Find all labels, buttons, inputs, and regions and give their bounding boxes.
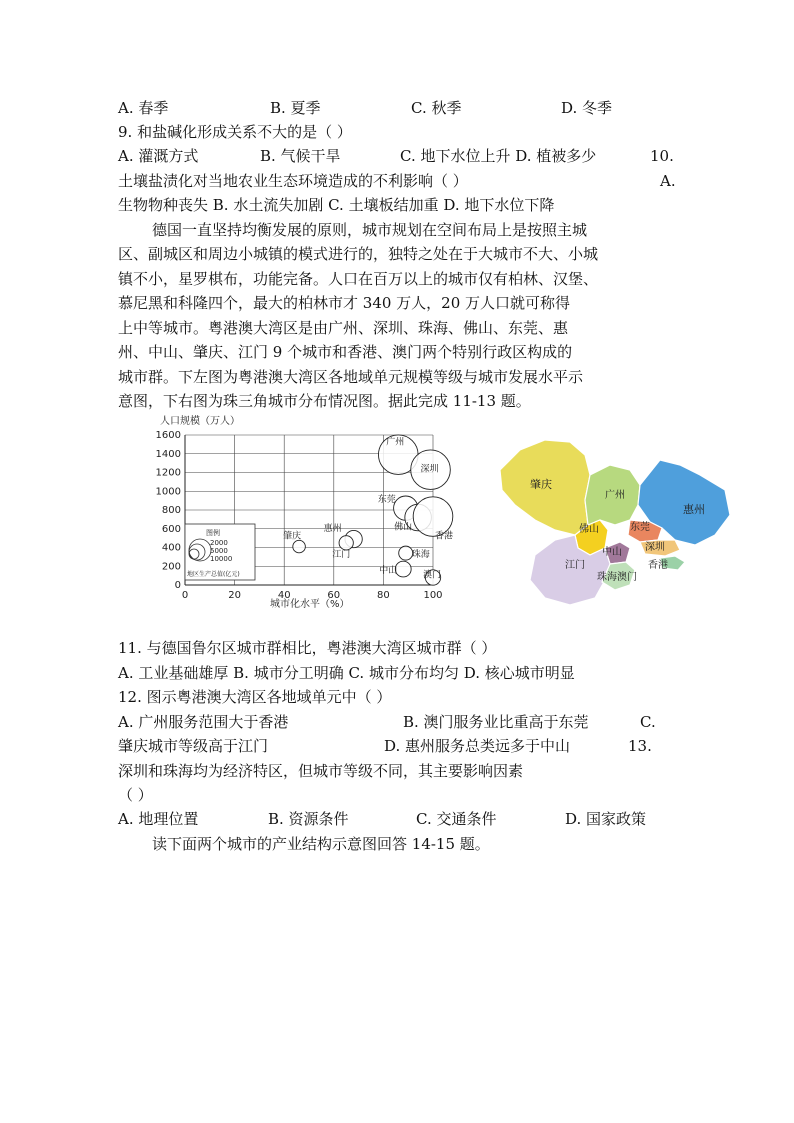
passage-line: 德国一直坚持均衡发展的原则，城市规划在空间布局上是按照主城 bbox=[152, 221, 588, 239]
prd-map-svg bbox=[490, 430, 740, 620]
q11-options: A. 工业基础雄厚 B. 城市分工明确 C. 城市分布均匀 D. 核心城市明显 bbox=[118, 664, 575, 682]
chart-legend bbox=[185, 524, 255, 580]
bubble-point bbox=[399, 546, 413, 560]
passage-line: 城市群。下左图为粤港澳大湾区各地域单元规模等级与城市发展水平示 bbox=[118, 368, 584, 386]
passage-line: 意图，下右图为珠三角城市分布情况图。据此完成 11-13 题。 bbox=[118, 392, 531, 410]
y-tick-label: 1400 bbox=[155, 448, 181, 460]
map-label: 珠海澳门 bbox=[597, 572, 637, 583]
bubble-chart bbox=[150, 410, 454, 615]
y-tick-label: 600 bbox=[161, 523, 181, 535]
bubble-label: 澳门 bbox=[423, 570, 442, 581]
bubble-point bbox=[395, 561, 411, 577]
q14-intro: 读下面两个城市的产业结构示意图回答 14-15 题。 bbox=[152, 835, 490, 853]
q10-stem: 土壤盐渍化对当地农业生态环境造成的不利影响（ ） bbox=[118, 172, 468, 190]
y-tick-label: 200 bbox=[161, 561, 181, 573]
x-tick-label: 100 bbox=[423, 590, 443, 601]
q13-number: 13. bbox=[628, 737, 652, 755]
prd-city-map bbox=[490, 430, 740, 620]
y-tick-label: 1000 bbox=[155, 486, 181, 498]
passage-line: 慕尼黑和科隆四个，最大的柏林市才 340 万人，20 万人口就可称得 bbox=[118, 294, 571, 312]
q8-option-d: D. 冬季 bbox=[561, 99, 613, 117]
y-tick-label: 1200 bbox=[155, 467, 181, 479]
q13-option-b: B. 资源条件 bbox=[268, 810, 349, 828]
q8-option-b: B. 夏季 bbox=[270, 99, 321, 117]
map-label: 中山 bbox=[602, 547, 622, 558]
q9-option-a: A. 灌溉方式 bbox=[118, 147, 199, 165]
q9-option-cd: C. 地下水位上升 D. 植被多少 bbox=[400, 147, 597, 165]
q8-option-c: C. 秋季 bbox=[411, 99, 462, 117]
bubble-point bbox=[293, 540, 306, 553]
legend-caption: 地区生产总值(亿元) bbox=[187, 571, 240, 578]
map-label: 惠州 bbox=[683, 503, 705, 516]
map-label: 肇庆 bbox=[530, 478, 552, 491]
q11-stem: 11. 与德国鲁尔区城市群相比，粤港澳大湾区城市群（ ） bbox=[118, 639, 497, 657]
q10-number: 10. bbox=[650, 147, 674, 165]
q10-options: 生物物种丧失 B. 水土流失加剧 C. 土壤板结加重 D. 地下水位下降 bbox=[118, 196, 555, 214]
q10-option-a-label: A. bbox=[660, 172, 676, 190]
bubble-label: 香港 bbox=[435, 531, 454, 542]
q13-option-a: A. 地理位置 bbox=[118, 810, 199, 828]
legend-value: 5000 bbox=[210, 547, 228, 555]
legend-title: 图例 bbox=[206, 529, 220, 537]
y-tick-label: 0 bbox=[174, 580, 181, 591]
map-label: 香港 bbox=[648, 560, 668, 571]
x-tick-label: 0 bbox=[181, 590, 189, 601]
y-tick-label: 800 bbox=[161, 505, 181, 516]
q12-option-a: A. 广州服务范围大于香港 bbox=[118, 713, 289, 731]
q13-option-c: C. 交通条件 bbox=[416, 810, 497, 828]
map-label: 江门 bbox=[565, 560, 585, 571]
q12-option-d: D. 惠州服务总类远多于中山 bbox=[384, 737, 571, 755]
map-label: 东莞 bbox=[630, 522, 650, 533]
bubble-label: 肇庆 bbox=[283, 531, 302, 542]
map-label: 深圳 bbox=[645, 542, 665, 553]
bubble-label: 东莞 bbox=[377, 495, 396, 506]
bubble-label: 中山 bbox=[379, 566, 398, 577]
x-tick-label: 20 bbox=[228, 590, 241, 601]
legend-value: 10000 bbox=[210, 555, 233, 563]
q12-option-b: B. 澳门服务业比重高于东莞 bbox=[403, 713, 589, 731]
x-tick-label: 80 bbox=[377, 590, 390, 601]
q13-stem: 深圳和珠海均为经济特区，但城市等级不同，其主要影响因素 bbox=[118, 762, 524, 780]
bubble-label: 深圳 bbox=[420, 464, 439, 475]
q12-option-c-label: C. bbox=[640, 713, 656, 731]
bubble-label: 广州 bbox=[386, 437, 405, 448]
q12-stem: 12. 图示粤港澳大湾区各地域单元中（ ） bbox=[118, 688, 392, 706]
passage-line: 区、副城区和周边小城镇的模式进行的，独特之处在于大城市不大、小城 bbox=[118, 245, 599, 263]
chart-ylabel: 人口规模（万人） bbox=[160, 416, 240, 427]
chart-xlabel: 城市化水平（%） bbox=[270, 599, 350, 610]
passage-line: 上中等城市。粤港澳大湾区是由广州、深圳、珠海、佛山、东莞、惠 bbox=[118, 319, 569, 337]
bubble-point bbox=[339, 536, 353, 550]
bubble-chart-svg bbox=[150, 410, 454, 615]
q9-option-b: B. 气候干旱 bbox=[260, 147, 341, 165]
x-tick-label: 60 bbox=[327, 590, 341, 601]
q13-option-d: D. 国家政策 bbox=[565, 810, 647, 828]
y-tick-label: 1600 bbox=[155, 430, 181, 441]
x-tick-label: 40 bbox=[277, 590, 291, 601]
q8-option-a: A. 春季 bbox=[118, 99, 169, 117]
map-label: 佛山 bbox=[579, 524, 599, 535]
passage-line: 镇不小，星罗棋布，功能完备。人口在百万以上的城市仅有柏林、汉堡、 bbox=[118, 270, 599, 288]
q13-paren: （ ） bbox=[118, 786, 153, 804]
q9-stem: 9. 和盐碱化形成关系不大的是（ ） bbox=[118, 123, 352, 141]
q12-option-c-text: 肇庆城市等级高于江门 bbox=[118, 737, 269, 755]
y-tick-label: 400 bbox=[161, 542, 181, 554]
bubble-label: 佛山 bbox=[394, 522, 413, 533]
bubble-point bbox=[413, 497, 453, 537]
map-label: 广州 bbox=[605, 490, 625, 501]
passage-line: 州、中山、肇庆、江门 9 个城市和香港、澳门两个特别行政区构成的 bbox=[118, 343, 573, 361]
legend-value: 2000 bbox=[210, 539, 228, 547]
bubble-label: 江门 bbox=[332, 549, 351, 560]
bubble-label: 珠海 bbox=[411, 550, 430, 561]
bubble-label: 惠州 bbox=[323, 524, 342, 535]
